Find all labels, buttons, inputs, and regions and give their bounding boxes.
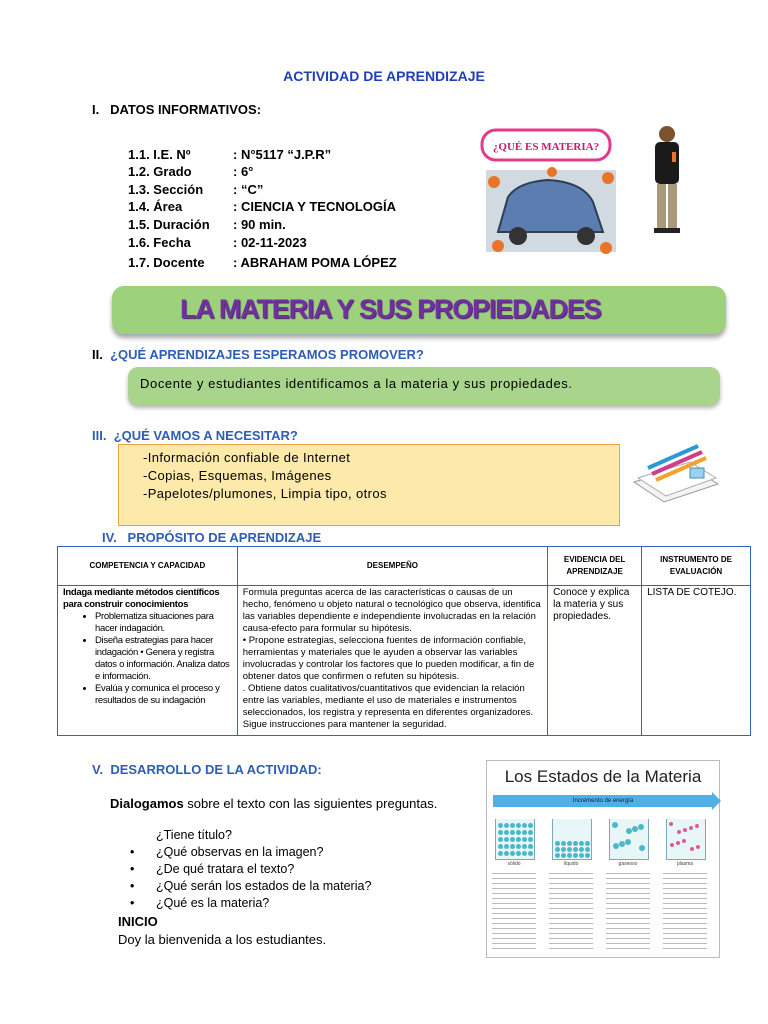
competencia-cell [58, 586, 238, 736]
section-5-heading [92, 762, 322, 777]
what-is-matter-image [478, 112, 722, 262]
desempeno-cell [237, 586, 547, 736]
car-illustration [486, 167, 616, 254]
states-image-title: Los Estados de la Materia [504, 767, 702, 786]
section-1-heading [92, 102, 261, 117]
info-row [128, 147, 331, 162]
material-item: -Papelotes/plumones, Limpia tipo, otros [143, 486, 387, 501]
states-of-matter-image [486, 760, 720, 958]
state-description [606, 869, 650, 949]
info-key: 1.2. Grado [128, 164, 192, 179]
info-key: 1.3. Sección [128, 182, 204, 197]
info-value: : 02-11-2023 [233, 235, 307, 250]
section-4-label: PROPÓSITO DE APRENDIZAJE [127, 530, 322, 545]
purpose-table [57, 546, 751, 736]
state-label: líquido [563, 861, 579, 867]
info-row [128, 235, 307, 250]
section-3-number: III. [92, 428, 107, 443]
question-item: ¿Tiene título? [156, 828, 232, 842]
pencils-papers-image [628, 438, 722, 506]
info-value: : 6° [233, 164, 254, 179]
evidencia-cell: Conoce y explica la materia y sus propiedades. [548, 586, 642, 736]
capacidad-item: • Evalúa y comunica el proceso y resultados de su indagación [95, 683, 232, 707]
info-value: : ABRAHAM POMA LÓPEZ [233, 255, 397, 270]
question-item: • ¿Qué observas en la imagen? [130, 845, 324, 859]
desempeno-text-2: • Propone estrategias, selecciona fuentes de información confiable, herramientas y materiales que le ayuden a observar las variables involucradas y controlar los factores que lo pueden modificar, a fin de obtener datos que confirmen o refuten su hipótesis. [242, 635, 535, 682]
dialog-intro [110, 796, 437, 811]
header-evidencia: EVIDENCIA DEL APRENDIZAJE [548, 547, 642, 586]
state-description [492, 869, 536, 949]
inicio-heading: INICIO [118, 914, 158, 929]
energy-arrow-label: Incremento de energía [572, 798, 634, 804]
question-list [130, 828, 371, 913]
beaker-2 [552, 819, 592, 860]
info-value: : 90 min. [233, 217, 286, 232]
section-2-label: ¿QUÉ APRENDIZAJES ESPERAMOS PROMOVER? [110, 347, 424, 362]
desempeno-text-1: Formula preguntas acerca de las características o causas de un hecho, fenómeno u objeto natural o tecnológico que observa, identifica las variables dependiente e independiente involucradas en la relación causa-efecto para formular su hipótesis. [242, 587, 541, 634]
capacidad-item: • Problematiza situaciones para hacer indagación. [95, 611, 232, 635]
question-item: • ¿Qué es la materia? [130, 896, 270, 910]
material-item: -Información confiable de Internet [143, 450, 351, 465]
state-label: sólido [507, 861, 521, 867]
desempeno-text-3: . Obtiene datos cualitativos/cuantitativos que evidencian la relación entre las variables, mediante el uso de materiales e instrumentos seleccionados, los registra y representa en diferentes organizadores. Sigue instrucciones para mantener la seguridad. [242, 683, 534, 730]
inicio-text: Doy la bienvenida a los estudiantes. [118, 932, 327, 947]
beaker-4 [666, 819, 706, 860]
question-item: • ¿De qué tratara el texto? [130, 862, 295, 876]
capacidad-item: • Diseña estrategias para hacer indagación • Genera y registra datos o información. Analiza datos e información. [95, 635, 232, 683]
info-key: 1.1. I.E. Nº [128, 147, 191, 162]
dialog-rest: sobre el texto con las siguientes preguntas. [183, 796, 438, 811]
info-key: 1.5. Duración [128, 217, 210, 232]
info-value: : N°5117 “J.P.R” [233, 147, 332, 162]
state-label: gaseoso [618, 861, 638, 867]
header-competencia: COMPETENCIA Y CAPACIDAD [58, 547, 238, 586]
state-description [549, 869, 593, 949]
state-label: plasma [676, 861, 694, 867]
info-row [128, 182, 263, 197]
section-4-number: IV. [102, 530, 117, 545]
section-1-label: DATOS INFORMATIVOS: [110, 102, 262, 117]
section-1-number: I. [92, 102, 100, 117]
materials-box [118, 444, 620, 526]
state-description [663, 869, 707, 949]
section-3-label: ¿QUÉ VAMOS A NECESITAR? [113, 428, 298, 443]
section-2-heading [92, 347, 424, 362]
header-desempeno: DESEMPEÑO [237, 547, 547, 586]
section-5-label: DESARROLLO DE LA ACTIVIDAD: [110, 762, 322, 777]
question-item: • ¿Qué serán los estados de la materia? [130, 879, 372, 893]
beaker-3 [609, 819, 649, 860]
beaker-1 [495, 819, 535, 860]
section-4-heading [102, 530, 321, 545]
info-row [128, 217, 286, 232]
competencia-text: Indaga mediante métodos científicos para construir conocimientos [63, 587, 220, 610]
section-3-heading [92, 428, 298, 443]
info-key: 1.6. Fecha [128, 235, 191, 250]
badge-text: ¿QUÉ ES MATERIA? [492, 141, 600, 153]
dialog-bold: Dialogamos [110, 796, 184, 811]
table-row [58, 586, 751, 736]
learning-goal-text: Docente y estudiantes identificamos a la materia y sus propiedades. [140, 376, 573, 391]
section-5-number: V. [92, 762, 104, 777]
info-row [128, 199, 396, 214]
header-instrumento: INSTRUMENTO DE EVALUACIÓN [642, 547, 751, 586]
banner-text: LA MATERIA Y SUS PROPIEDADES [180, 294, 601, 324]
info-value: : CIENCIA Y TECNOLOGÍA [233, 199, 396, 214]
info-row [128, 164, 253, 179]
section-2-number: II. [92, 347, 103, 362]
info-key: 1.4. Área [128, 199, 183, 214]
info-key: 1.7. Docente [128, 255, 205, 270]
info-value: : “C” [233, 182, 264, 197]
table-header-row [58, 547, 751, 586]
material-item: -Copias, Esquemas, Imágenes [143, 468, 332, 483]
document-title: ACTIVIDAD DE APRENDIZAJE [283, 68, 485, 84]
info-row [128, 255, 397, 270]
person-illustration [654, 126, 680, 233]
instrumento-cell: LISTA DE COTEJO. [642, 586, 751, 736]
